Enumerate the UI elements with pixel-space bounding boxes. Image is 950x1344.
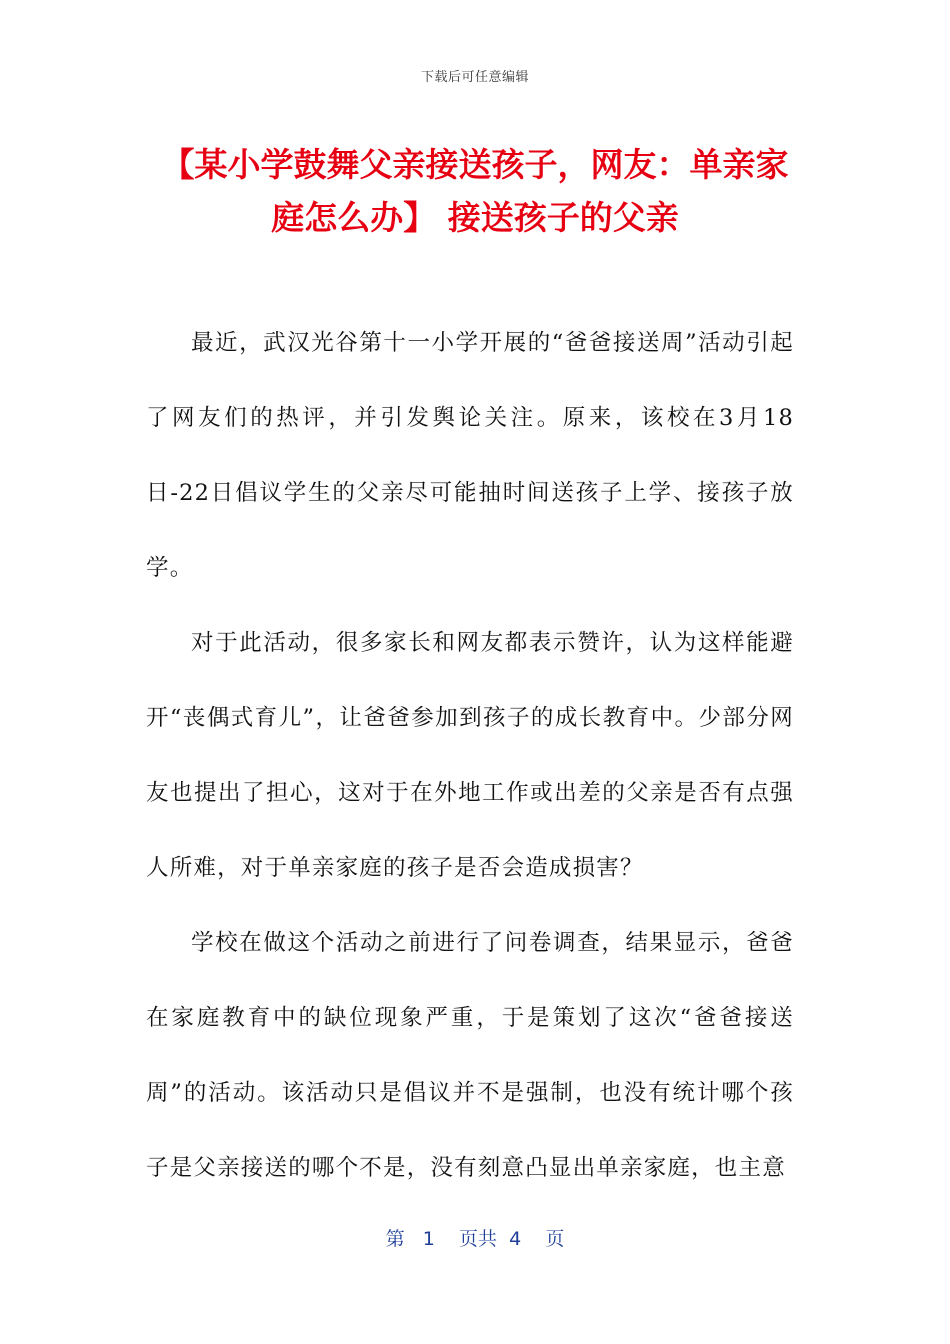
page-footer <box>0 1224 950 1251</box>
paragraph: 最近，武汉光谷第十一小学开展的“爸爸接送周”活动引起了网友们的热评，并引发舆论关注。原来，该校在3月18日-22日倡议学生的父亲尽可能抽时间送孩子上学、接孩子放学。 <box>146 330 794 581</box>
footer-middle: 页共 <box>459 1228 498 1250</box>
footer-prefix: 第 <box>385 1228 405 1250</box>
document-body <box>146 306 794 1206</box>
footer-current-page: 1 <box>422 1228 435 1250</box>
footer-suffix: 页 <box>545 1228 565 1250</box>
header-note: 下载后可任意编辑 <box>420 70 529 85</box>
paragraph: 对于此活动，很多家长和网友都表示赞许，认为这样能避开“丧偶式育儿”，让爸爸参加到孩子的成长教育中。少部分网友也提出了担心，这对于在外地工作或出差的父亲是否有点强人所难，对于单亲家庭的孩子是否会造成损害？ <box>146 630 794 881</box>
title-line-1: 【某小学鼓舞父亲接送孩子，网友：单亲家 <box>161 145 789 184</box>
paragraph: 学校在做这个活动之前进行了问卷调查，结果显示，爸爸在家庭教育中的缺位现象严重，于是策划了这次“爸爸接送周”的活动。该活动只是倡议并不是强制，也没有统计哪个孩子是父亲接送的哪个不是，没有刻意凸显出单亲家庭，也主意 <box>146 930 794 1181</box>
title-line-2: 庭怎么办】 接送孩子的父亲 <box>271 198 679 237</box>
footer-total-pages: 4 <box>509 1228 522 1250</box>
document-title <box>148 138 802 244</box>
